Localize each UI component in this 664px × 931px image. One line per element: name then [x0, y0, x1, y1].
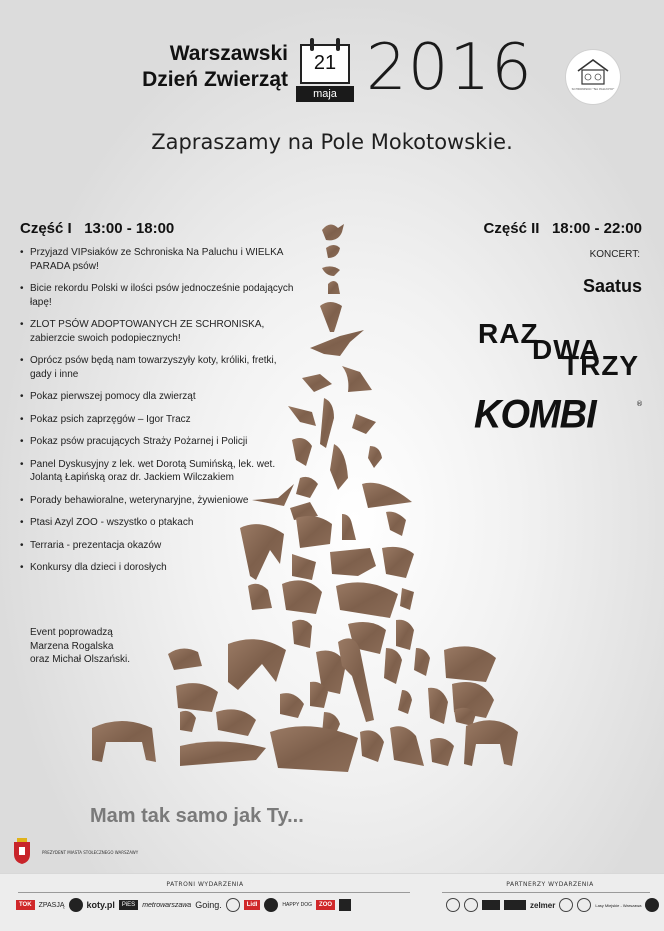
animal-tree-illustration	[80, 218, 520, 788]
event-year: 2016	[366, 31, 533, 105]
event-title-line1: Warszawski	[169, 42, 288, 65]
host-name-1: Marzena Rogalska	[30, 640, 114, 652]
program-item: • Oprócz psów będą nam towarzyszyły koty, króliki, fretki, gady i inne	[20, 355, 277, 380]
partner-logo-icon	[464, 898, 478, 912]
patrons-logos	[16, 898, 351, 912]
partners-heading: PARTNERZY WYDARZENIA	[506, 881, 594, 888]
program-item: • Pokaz psich zaprzęgów – Igor Tracz	[20, 413, 191, 425]
partner-logo-icon	[645, 898, 659, 912]
patron-logo: ZPASJĄ	[38, 901, 65, 909]
program-item: • Pokaz pierwszej pomocy dla zwierząt	[20, 391, 196, 402]
patrons-heading: PATRONI WYDARZENIA	[166, 881, 244, 888]
patron-logo: PiES	[119, 900, 138, 910]
event-month: maja	[296, 86, 354, 102]
patron-name: PREZYDENT MIASTA STOŁECZNEGO WARSZAWY	[42, 850, 139, 855]
patron-logo-icon	[264, 898, 278, 912]
slogan: Mam tak samo jak Ty...	[90, 805, 304, 827]
event-day: 21	[313, 52, 337, 74]
part2-label: Część II	[483, 220, 540, 237]
partner-logo-icon	[482, 900, 500, 910]
partners-divider	[442, 892, 650, 893]
program-item: • Porady behawioralne, weterynaryjne, żywieniowe	[20, 494, 249, 506]
hosts-intro: Event poprowadzą	[30, 627, 113, 638]
patron-logo: TOK	[16, 900, 35, 910]
program-item: • ZLOT PSÓW ADOPTOWANYCH ZE SCHRONISKA, zabierzcie swoich podopiecznych!	[20, 319, 265, 344]
partner-logo: zelmer	[530, 900, 556, 910]
patrons-divider	[18, 892, 410, 893]
event-title	[120, 41, 288, 93]
part2-time: 18:00 - 22:00	[551, 220, 642, 237]
host-name-2: oraz Michał Olszański.	[30, 654, 131, 665]
patron-logo: ZOO	[316, 900, 335, 910]
registered-mark: ®	[636, 400, 643, 408]
program-item: • Przyjazd VIPsiaków ze Schroniska Na Paluchu i WIELKA PARADA psów!	[20, 247, 283, 272]
invitation-text: Zapraszamy na Pole Mokotowskie.	[151, 130, 513, 154]
partner-logo-icon	[504, 900, 526, 910]
program-item: • Pokaz psów pracujących Straży Pożarnej i Policji	[20, 436, 248, 447]
patron-logo: Going.	[195, 900, 222, 910]
program-item: • Bicie rekordu Polski w ilości psów jednocześnie podających łapę!	[20, 283, 294, 308]
calendar-icon	[296, 38, 354, 102]
patron-logo-icon	[339, 899, 351, 911]
program-item: • Konkursy dla dzieci i dorosłych	[20, 562, 167, 573]
part1-label: Część I	[20, 220, 72, 237]
patron-logo: koty.pl	[86, 900, 115, 910]
partners-logos	[446, 898, 659, 912]
patron-logo-icon	[69, 898, 83, 912]
patron-logo: Lidl	[244, 900, 261, 910]
shelter-logo	[566, 50, 620, 104]
sponsors-footer	[0, 873, 664, 931]
band-saatus: Saatus	[582, 276, 642, 296]
event-title-line2: Dzień Zwierząt	[142, 68, 288, 91]
program-item: • Panel Dyskusyjny z lek. wet Dorotą Sumińską, lek. wet. Jolantą Łapińską oraz dr. Jackiem Wilczakiem	[20, 458, 276, 483]
partner-logo-icon	[577, 898, 591, 912]
patron-logo-icon	[226, 898, 240, 912]
partner-logo-icon	[559, 898, 573, 912]
program-item: • Ptasi Azyl ZOO - wszystko o ptakach	[20, 517, 194, 528]
part1-time: 13:00 - 18:00	[84, 220, 175, 237]
band2-word1: RAZ	[478, 318, 539, 349]
band2-word2: DWA	[532, 334, 601, 365]
patron-logo: HAPPY DOG	[282, 902, 313, 908]
shelter-logo-caption: SCHRONISKO "NA PALUCHU"	[571, 87, 615, 91]
concert-label: KONCERT:	[589, 249, 640, 260]
patron-logo: metrowarszawa	[142, 901, 192, 909]
program-item: • Terraria - prezentacja okazów	[20, 539, 162, 551]
house-icon	[575, 57, 611, 87]
partner-logo: Lasy Miejskie - Warszawa	[595, 902, 642, 908]
band2-word3: TRZY	[562, 350, 640, 381]
partner-logo-icon	[446, 898, 460, 912]
band-kombi-logo: KOMBI	[474, 392, 596, 438]
warsaw-crest-icon	[13, 838, 31, 864]
